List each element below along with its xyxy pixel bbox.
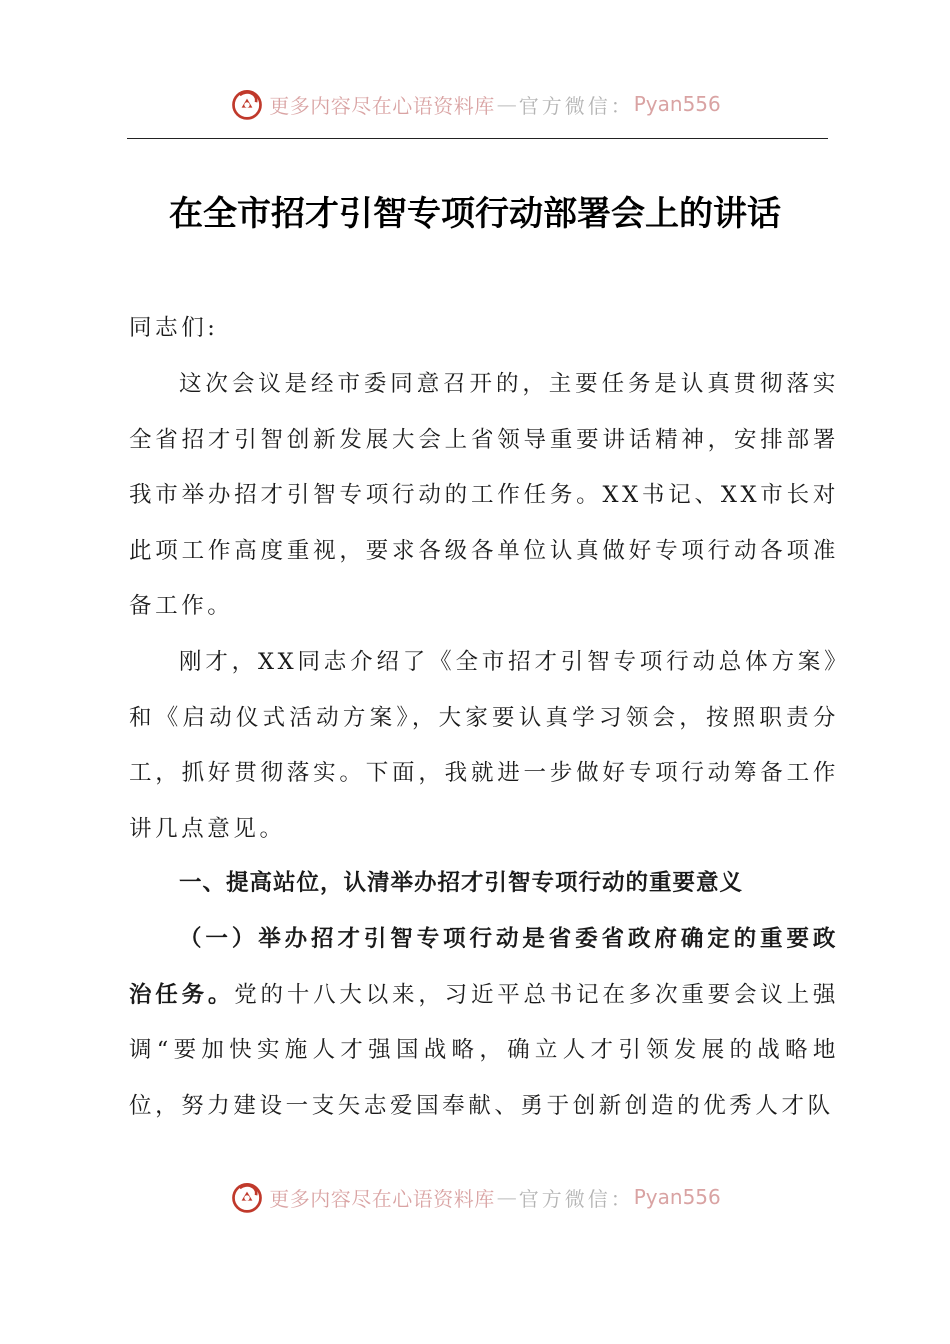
banner-wechat-id: Pyan556 bbox=[633, 92, 721, 116]
paragraph-2: 刚才，XX同志介绍了《全市招才引智专项行动总体方案》和《启动仪式活动方案》，大家要认真学习领会，按照职责分工，抓好贯彻落实。下面，我就进一步做好专项行动筹备工作讲几点意见。 bbox=[129, 649, 839, 842]
logo-icon bbox=[229, 86, 265, 122]
logo-icon bbox=[229, 1179, 265, 1215]
salutation: 同志们: bbox=[129, 315, 219, 341]
header-banner bbox=[0, 84, 950, 124]
paragraph-3 bbox=[129, 912, 839, 1134]
header-divider bbox=[127, 138, 828, 139]
banner-dash: — bbox=[496, 1185, 517, 1209]
banner-official-label: 官方微信： bbox=[518, 93, 634, 118]
banner-official-label: 官方微信： bbox=[518, 1186, 634, 1211]
paragraph-1: 这次会议是经市委同意召开的，主要任务是认真贯彻落实全省招才引智创新发展大会上省领导重要讲话精神，安排部署我市举办招才引智专项行动的工作任务。XX书记、XX市长对此项工作高度重视，要求各级各单位认真做好专项行动各项准备工作。 bbox=[129, 371, 839, 619]
banner-text: 更多内容尽在心语资料库 bbox=[269, 1186, 495, 1211]
footer-banner bbox=[0, 1177, 950, 1217]
document-title: 在全市招才引智专项行动部署会上的讲话 bbox=[169, 194, 781, 234]
banner-wechat-id: Pyan556 bbox=[633, 1185, 721, 1209]
subsection-lead: （一）举办招才引智专项行动是省委省政府确定的重要政治任务。 bbox=[129, 926, 839, 1008]
subsection-text: 党的十八大以来，习近平总书记在多次重要会议上强调“要加快实施人才强国战略，确立人才引领发展的战略地位，努力建设一支矢志爱国奉献、勇于创新创造的优秀人才队 bbox=[129, 981, 839, 1119]
section-heading-1: 一、提高站位，认清举办招才引智专项行动的重要意义 bbox=[179, 870, 744, 896]
banner-dash: — bbox=[496, 92, 517, 116]
banner-text: 更多内容尽在心语资料库 bbox=[269, 93, 495, 118]
